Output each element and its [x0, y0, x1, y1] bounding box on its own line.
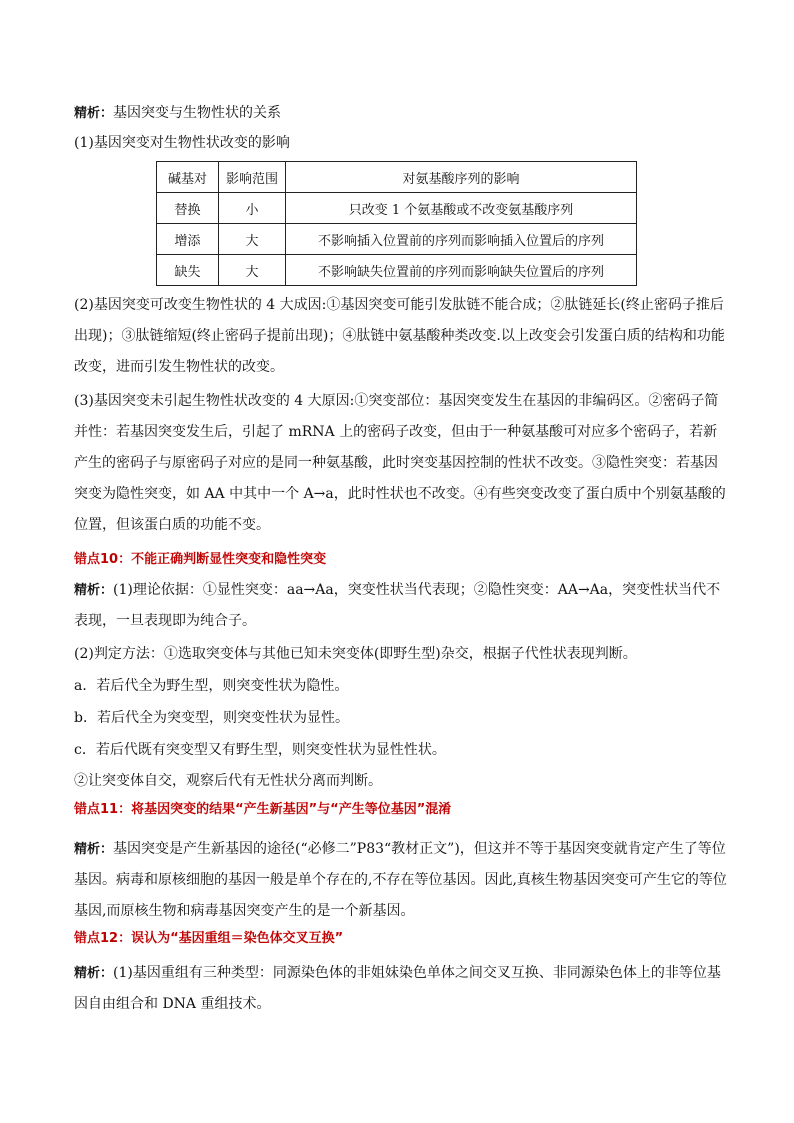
paragraph-theory-basis	[74, 575, 730, 637]
table-header-cell: 对氨基酸序列的影响	[286, 162, 637, 193]
paragraph-new-gene	[74, 834, 730, 927]
error-point-11-heading: 错点11：将基因突变的结果“产生新基因”与“产生等位基因”混淆	[74, 802, 452, 817]
paragraph-relation-intro	[74, 98, 730, 129]
table-header-cell: 碱基对	[157, 162, 219, 193]
paragraph-recombination	[74, 958, 730, 1020]
error-point-10-heading: 错点10：不能正确判断显性突变和隐性突变	[74, 552, 327, 567]
paragraph-case-a: a．若后代全为野生型，则突变性状为隐性。	[74, 678, 349, 694]
paragraph-text: 基因突变与生物性状的关系	[113, 105, 282, 121]
paragraph-four-reasons: (3)基因突变未引起生物性状改变的 4 大原因:①突变部位：基因突变发生在基因的非编码区。②密码子简并性：若基因突变发生后，引起了 mRNA 上的密码子改变，但由于一种氨基酸可对应多个密码子，若新产生的密码子与原密码子对应的是同一种氨基酸，此时突变基因控制的性状不改变。③隐性突变：若基因突变为隐性突变，如 AA 中其中一个 A→a，此时性状也不改变。④有些突变改变了蛋白质中个别氨基酸的位置，但该蛋白质的功能不变。	[74, 393, 726, 533]
table-cell: 增添	[157, 224, 219, 255]
table-cell: 缺失	[157, 255, 219, 286]
paragraph-case-c: c．若后代既有突变型又有野生型，则突变性状为显性性状。	[74, 742, 446, 758]
analysis-label: 精析：	[74, 842, 114, 857]
table-cell: 小	[219, 193, 286, 224]
paragraph-text: (1)基因重组有三种类型：同源染色体的非姐妹染色单体之间交叉互换、非同源染色体上的非等位基因自由组合和 DNA 重组技术。	[74, 965, 721, 1012]
table-row	[157, 255, 637, 286]
paragraph-judge-method: (2)判定方法：①选取突变体与其他已知未突变体(即野生型)杂交，根据子代性状表现判断。	[74, 646, 637, 662]
table-row	[157, 193, 637, 224]
paragraph-impact-heading: (1)基因突变对生物性状改变的影响	[74, 135, 290, 151]
analysis-label: 精析：	[74, 583, 114, 598]
table-cell: 大	[219, 255, 286, 286]
mutation-impact-table	[156, 161, 637, 286]
table-cell: 只改变 1 个氨基酸或不改变氨基酸序列	[286, 193, 637, 224]
error-point-12-heading: 错点12：误认为“基因重组＝染色体交叉互换”	[74, 931, 344, 946]
paragraph-text: 基因突变是产生新基因的途径(“必修二”P83“教材正文”)，但这并不等于基因突变就肯定产生了等位基因。病毒和原核细胞的基因一般是单个存在的,不存在等位基因。因此,真核生物基因突变可产生它的等位基因,而原核生物和病毒基因突变产生的是一个新基因。	[74, 841, 727, 919]
paragraph-self-cross: ②让突变体自交，观察后代有无性状分离而判断。	[74, 773, 382, 789]
table-cell: 不影响缺失位置前的序列而影响缺失位置后的序列	[286, 255, 637, 286]
table-row	[157, 224, 637, 255]
paragraph-text: (1)理论依据：①显性突变：aa→Aa，突变性状当代表现；②隐性突变：AA→Aa，突变性状当代不表现，一旦表现即为纯合子。	[74, 582, 721, 629]
paragraph-four-causes: (2)基因突变可改变生物性状的 4 大成因:①基因突变可能引发肽链不能合成；②肽链延长(终止密码子推后出现)；③肽链缩短(终止密码子提前出现)；④肽链中氨基酸种类改变.以上改变会引发蛋白质的结构和功能改变，进而引发生物性状的改变。	[74, 297, 725, 375]
analysis-label: 精析：	[74, 106, 114, 121]
table-cell: 大	[219, 224, 286, 255]
table-header-row	[157, 162, 637, 193]
table-cell: 不影响插入位置前的序列而影响插入位置后的序列	[286, 224, 637, 255]
table-header-cell: 影响范围	[219, 162, 286, 193]
table-cell: 替换	[157, 193, 219, 224]
paragraph-case-b: b．若后代全为突变型，则突变性状为显性。	[74, 710, 349, 726]
analysis-label: 精析：	[74, 966, 114, 981]
